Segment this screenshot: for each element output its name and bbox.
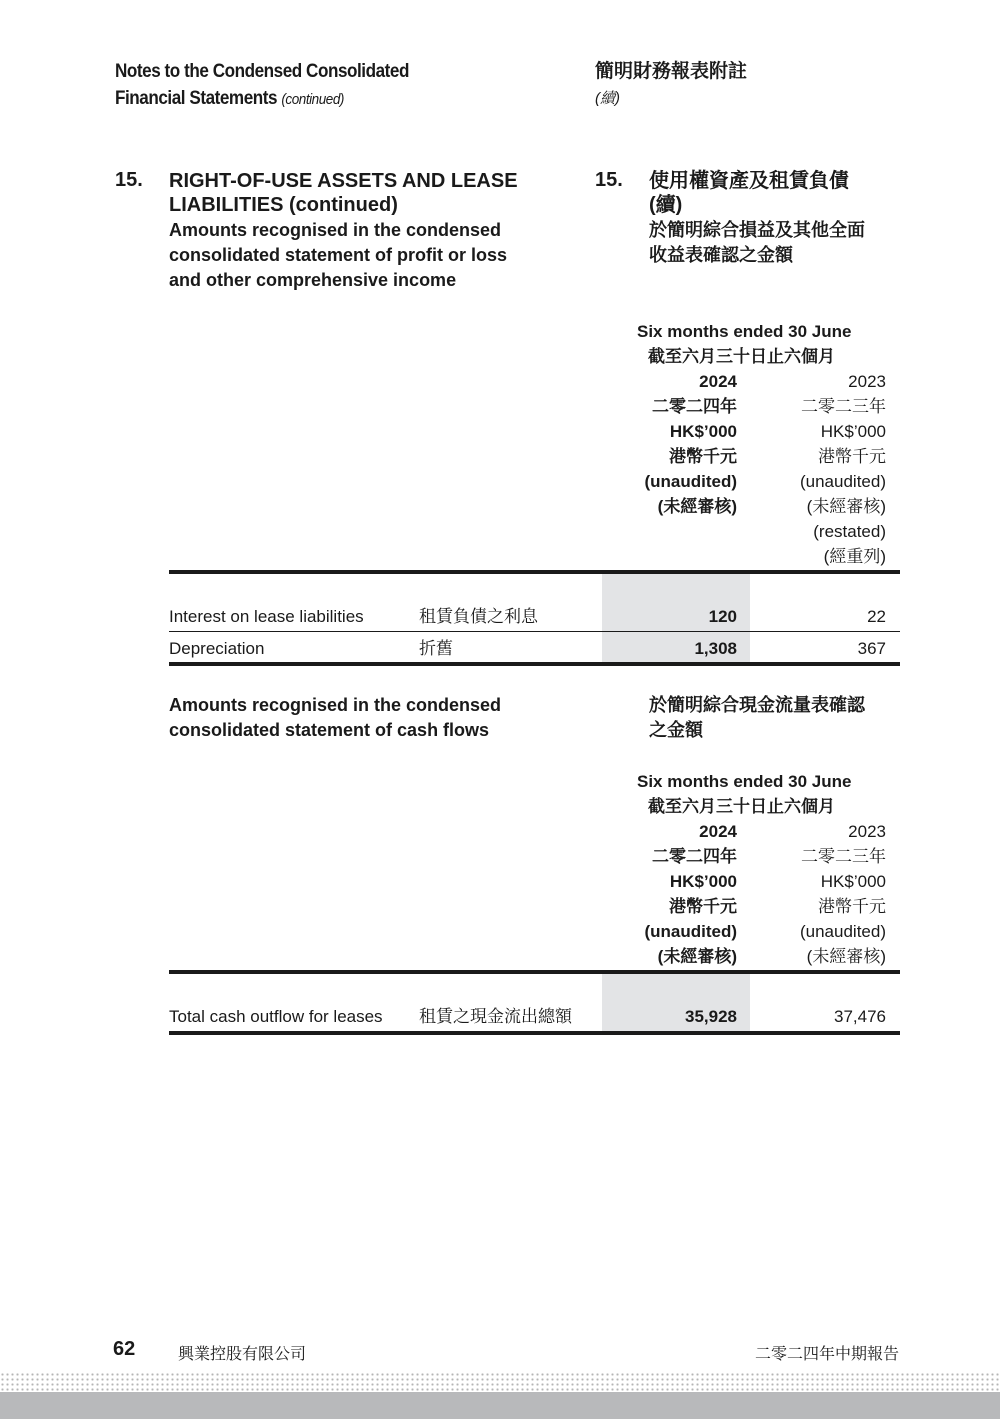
- table1-sub-en-line: Amounts recognised in the condensed: [169, 220, 502, 240]
- section-title-en-line1: RIGHT-OF-USE ASSETS AND LEASE: [169, 170, 518, 192]
- section-title-zh-line2: (續): [649, 194, 683, 216]
- running-header-en: [115, 58, 409, 113]
- col-head-line: HK$’000: [820, 872, 886, 891]
- table1-period-en: Six months ended 30 June: [637, 322, 852, 341]
- table1-period-zh: 截至六月三十日止六個月: [648, 347, 835, 366]
- section-title-en-line2: LIABILITIES (continued): [169, 194, 398, 216]
- col-head-line: (未經審核): [657, 947, 737, 966]
- header-en-line1: Notes to the Condensed Consolidated: [115, 61, 409, 82]
- table1-subheading-en: [169, 218, 507, 293]
- col-head-line: 港幣千元: [818, 897, 886, 916]
- col-head-line: 二零二三年: [801, 397, 886, 416]
- table1-sub-en-line: consolidated statement of profit or loss: [169, 245, 508, 265]
- header-zh-title: 簡明財務報表附註: [595, 61, 748, 82]
- col-head-line: 二零二四年: [652, 397, 737, 416]
- table1-row2-label-zh: 折舊: [419, 639, 453, 658]
- table2-subheading-zh: [649, 693, 865, 743]
- table2-subheading-en: [169, 693, 501, 743]
- table1-bottom-rule: [169, 662, 900, 666]
- table2-sub-zh-line: 之金額: [649, 720, 703, 740]
- table1-sub-en-line: and other comprehensive income: [169, 270, 457, 290]
- col-head-line: 港幣千元: [818, 447, 886, 466]
- col-head-line: 2023: [848, 822, 886, 841]
- col-head-line: 2024: [699, 822, 737, 841]
- table2-bottom-rule: [169, 1031, 900, 1035]
- header-zh-continued: (續): [595, 90, 620, 107]
- table1-subheading-zh: [649, 218, 865, 268]
- section-title-zh-line1: 使用權資產及租賃負債: [649, 170, 849, 192]
- header-en-continued: (continued): [281, 91, 344, 108]
- col-head-line: HK$’000: [669, 872, 737, 891]
- table2-col-2024: [600, 819, 737, 969]
- col-head-line: (unaudited): [799, 472, 886, 491]
- section-number-zh: 15.: [595, 169, 623, 191]
- table1-col-2024: [600, 369, 737, 519]
- col-head-line: 2024: [699, 372, 737, 391]
- table1-sub-zh-line: 收益表確認之金額: [649, 245, 793, 265]
- table1-sub-zh-line: 於簡明綜合損益及其他全面: [649, 220, 865, 240]
- col-head-line: (未經審核): [806, 497, 886, 516]
- table1-row1-label-en: Interest on lease liabilities: [169, 607, 364, 626]
- table2-period-en: Six months ended 30 June: [637, 772, 852, 791]
- col-head-line: (未經審核): [806, 947, 886, 966]
- table2-sub-en-line: consolidated statement of cash flows: [169, 720, 490, 740]
- running-header-zh: [595, 58, 747, 112]
- table2-sub-zh-line: 於簡明綜合現金流量表確認: [649, 695, 865, 715]
- section-title-zh: [649, 169, 849, 217]
- page-number: 62: [113, 1338, 136, 1360]
- col-head-line: (restated): [813, 522, 886, 541]
- col-head-line: 二零二四年: [652, 847, 737, 866]
- table2-sub-en-line: Amounts recognised in the condensed: [169, 695, 502, 715]
- col-head-line: (unaudited): [644, 472, 737, 491]
- section-number-en: 15.: [115, 169, 143, 191]
- footer-dot-band: [0, 1372, 1000, 1392]
- table2-top-rule: [169, 970, 900, 974]
- table1-row2-value-2023: 367: [857, 639, 886, 658]
- section-title-en: [169, 169, 518, 217]
- col-head-line: 港幣千元: [669, 447, 737, 466]
- footer-report: 二零二四年中期報告: [754, 1346, 899, 1363]
- col-head-line: (unaudited): [644, 922, 737, 941]
- col-head-line: HK$’000: [669, 422, 737, 441]
- col-head-line: (未經審核): [657, 497, 737, 516]
- table2-row1-label-zh: 租賃之現金流出總額: [419, 1007, 572, 1026]
- col-head-line: (經重列): [823, 547, 886, 566]
- table1-top-rule: [169, 570, 900, 574]
- col-head-line: 二零二三年: [801, 847, 886, 866]
- header-en-line2: Financial Statements: [115, 88, 278, 109]
- table1-row1-label-zh: 租賃負債之利息: [419, 607, 538, 626]
- table1-row2-value-2024: 1,308: [694, 639, 737, 658]
- table2-period-zh: 截至六月三十日止六個月: [648, 797, 835, 816]
- col-head-line: HK$’000: [820, 422, 886, 441]
- table2-col-2023: [750, 819, 886, 969]
- table1-col-2023: [750, 369, 886, 569]
- table1-row-divider: [169, 631, 900, 632]
- col-head-line: 2023: [848, 372, 886, 391]
- col-head-line: 港幣千元: [669, 897, 737, 916]
- footer-grey-band: [0, 1392, 1000, 1419]
- table1-row2-label-en: Depreciation: [169, 639, 265, 658]
- table2-row1-label-en: Total cash outflow for leases: [169, 1007, 383, 1026]
- table2-row1-value-2024: 35,928: [685, 1007, 737, 1026]
- col-head-line: (unaudited): [799, 922, 886, 941]
- table1-row1-value-2023: 22: [867, 607, 886, 626]
- footer-company: 興業控股有限公司: [178, 1346, 307, 1363]
- table2-row1-value-2023: 37,476: [834, 1007, 886, 1026]
- table1-row1-value-2024: 120: [708, 607, 737, 626]
